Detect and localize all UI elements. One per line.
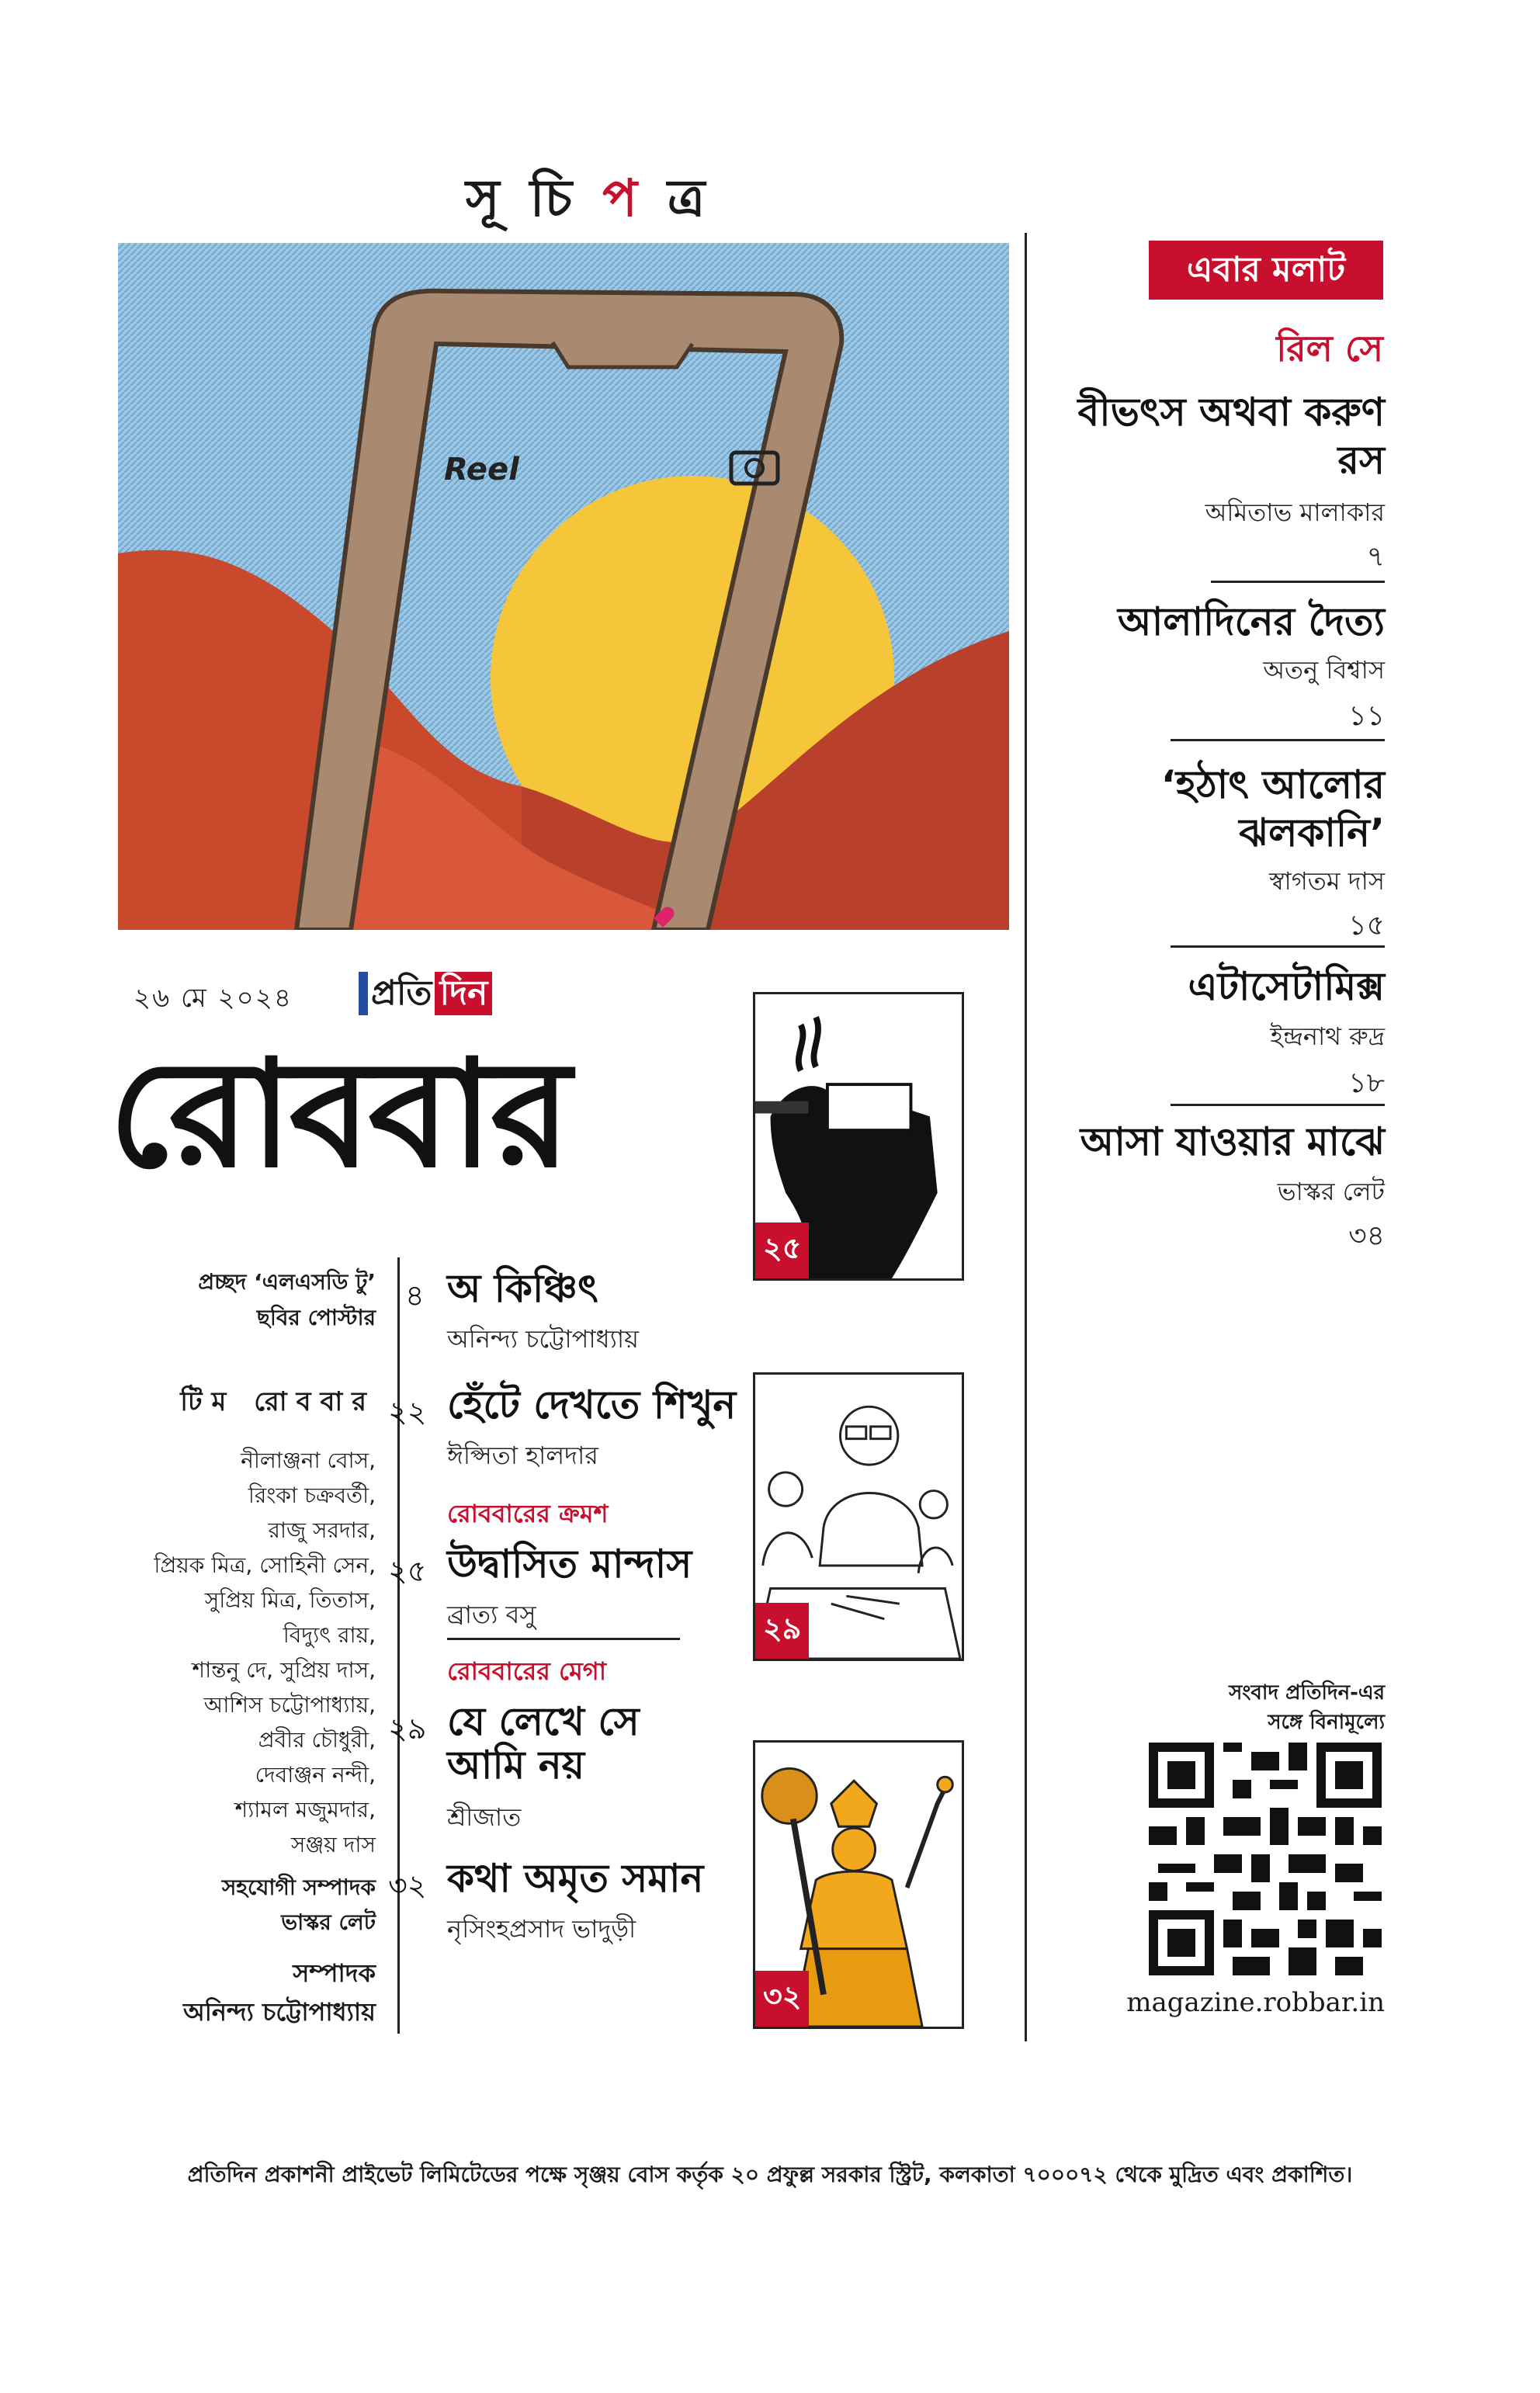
title-part-2: প — [602, 168, 643, 228]
cover-article-title[interactable]: আসা যাওয়ার মাঝে — [1080, 1119, 1385, 1164]
thumb-page-badge: ২৫ — [755, 1223, 809, 1278]
toc-page: ৩২ — [388, 1868, 427, 1902]
column-divider — [397, 1257, 400, 2034]
qr-code-icon[interactable] — [1149, 1743, 1382, 1975]
assoc-editor-name: ভাস্কর লেট — [281, 1909, 376, 1935]
toc-section-label: রোববারের মেগা — [447, 1656, 606, 1686]
cover-article-page: ৭ — [1366, 541, 1385, 573]
cover-story-tag: এবার মলাট — [1149, 241, 1383, 300]
toc-section-label: রোববারের ক্রমশ — [447, 1499, 609, 1528]
cover-article-page: ১১ — [1348, 700, 1385, 732]
assoc-editor-label: সহযোগী সম্পাদক — [221, 1875, 376, 1900]
team-member: সঞ্জয় দাস — [290, 1832, 376, 1857]
column-divider — [1025, 233, 1027, 2041]
thumb-illustration[interactable] — [753, 992, 964, 1281]
cover-article-page: ৩৪ — [1348, 1220, 1385, 1252]
toc-author: অনিন্দ্য চট্টোপাধ্যায় — [447, 1324, 640, 1354]
cover-article-page: ১৫ — [1348, 910, 1385, 942]
publisher-imprint: প্রতিদিন প্রকাশনী প্রাইভেট লিমিটেডের পক্ষে সৃঞ্জয় বোস কর্তৃক ২০ প্রফুল্ল সরকার স্ট্রিট, কলকাতা ৭০০০৭২ থেকে মুদ্রিত এবং প্রকাশিত। — [187, 2162, 1353, 2187]
cover-article-author: স্বাগতম দাস — [1269, 866, 1385, 896]
cover-article-title[interactable]: এটাসেটামিক্স — [1188, 964, 1385, 1009]
toc-author: ঈপ্সিতা হালদার — [447, 1441, 598, 1470]
divider — [1171, 945, 1385, 948]
toc-author: শ্রীজাত — [447, 1802, 522, 1832]
masthead-title: রোববার — [109, 1027, 568, 1200]
thumb-page-badge: ২৯ — [755, 1603, 809, 1659]
cover-article-page: ১৮ — [1348, 1067, 1385, 1099]
toc-author: ব্রাত্য বসু — [447, 1600, 536, 1629]
divider — [447, 1638, 680, 1640]
page-title — [466, 159, 711, 245]
title-part-3: ত্র — [643, 168, 712, 228]
toc-page: ২২ — [388, 1395, 427, 1429]
cover-illustration — [118, 243, 1009, 930]
divider — [1171, 739, 1385, 741]
divider — [1211, 581, 1385, 583]
team-member: শান্তনু দে, সুপ্রিয় দাস, — [192, 1657, 376, 1683]
cover-article-title[interactable]: বীভৎস অথবা করুণ রস — [1077, 390, 1385, 483]
thumb-illustration[interactable] — [753, 1372, 964, 1661]
toc-page: ৪ — [405, 1278, 425, 1313]
team-member: দেবাঞ্জন নন্দী, — [255, 1762, 376, 1788]
toc-page: ২৫ — [388, 1554, 427, 1588]
toc-title[interactable]: যে লেখে সে আমি নয় — [447, 1699, 640, 1788]
toc-title[interactable]: হেঁটে দেখতে শিখুন — [447, 1382, 737, 1427]
toc-title[interactable]: অ কিঞ্চিৎ — [447, 1266, 598, 1311]
cover-article-author: অমিতাভ মালাকার — [1205, 498, 1385, 527]
title-part-1: সূ চি — [466, 168, 603, 228]
team-member: রাজু সরদার, — [268, 1517, 376, 1543]
toc-page: ২৯ — [388, 1712, 427, 1746]
team-member: শ্যামল মজুমদার, — [234, 1797, 376, 1822]
cover-article-author: অতনু বিশ্বাস — [1263, 655, 1385, 685]
team-member: রিংকা চক্রবর্তী, — [248, 1483, 376, 1508]
cover-story-subtitle: রিল সে — [1276, 328, 1383, 369]
toc-title[interactable]: কথা অমৃত সমান — [447, 1856, 704, 1901]
cover-article-author: ইন্দ্রনাথ রুদ্র — [1270, 1021, 1385, 1051]
cover-article-author: ভাস্কর লেট — [1277, 1177, 1385, 1206]
thumb-page-badge: ৩২ — [755, 1971, 809, 2027]
cover-article-title[interactable]: ‘হঠাৎ আলোর ঝলকানি’ — [1160, 762, 1385, 855]
team-member: নীলাঞ্জনা বোস, — [241, 1448, 376, 1473]
cover-credit: প্রচ্ছদ ‘এলএসডি টু’ — [198, 1269, 376, 1295]
thumb-illustration[interactable] — [753, 1740, 964, 2029]
qr-caption-line1: সংবাদ প্রতিদিন-এর — [1229, 1681, 1385, 1705]
cover-article-title[interactable]: আলাদিনের দৈত্য — [1117, 599, 1385, 644]
reel-label: Reel — [444, 452, 519, 487]
toc-title[interactable]: উদ্বাসিত মান্দাস — [447, 1542, 692, 1587]
editor-label: সম্পাদক — [293, 1958, 376, 1988]
editor-name: অনিন্দ্য চট্টোপাধ্যায় — [183, 1997, 376, 2027]
pratidin-logo: প্রতি দিন — [359, 972, 492, 1015]
cover-credit-source: ছবির পোস্টার — [256, 1305, 376, 1330]
team-member: আশিস চট্টোপাধ্যায়, — [203, 1692, 376, 1718]
divider — [1171, 1104, 1385, 1106]
team-title: টিম রোববার — [180, 1386, 376, 1417]
team-member: প্রিয়ক মিত্র, সোহিনী সেন, — [154, 1552, 376, 1578]
toc-author: নৃসিংহপ্রসাদ ভাদুড়ী — [447, 1914, 636, 1944]
team-member: প্রবীর চৌধুরী, — [258, 1727, 376, 1753]
issue-date: ২৬ মে ২০২৪ — [134, 983, 293, 1014]
team-member: সুপ্রিয় মিত্র, তিতাস, — [204, 1587, 376, 1613]
qr-caption-line2: সঙ্গে বিনামূল্যে — [1268, 1711, 1385, 1734]
team-member: বিদ্যুৎ রায়, — [283, 1622, 376, 1648]
magazine-url-link[interactable]: magazine.robbar.in — [1126, 1987, 1385, 2018]
